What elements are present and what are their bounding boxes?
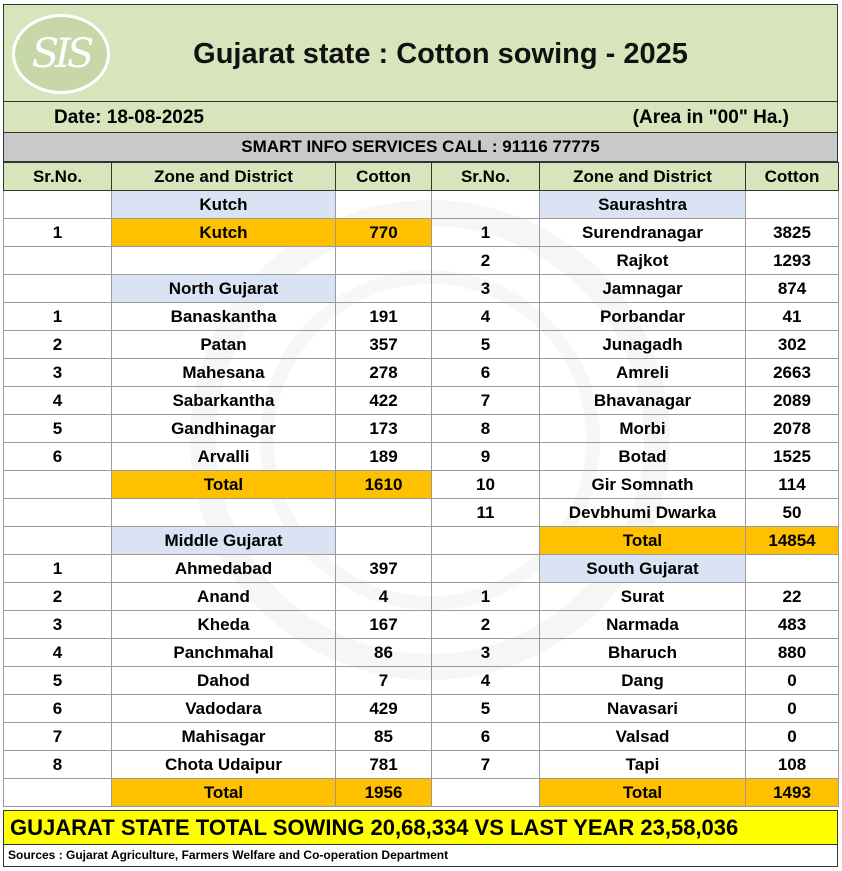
cell-district-left: Anand: [112, 583, 336, 611]
cell-district-left: [112, 247, 336, 275]
cell-cotton-right: 2078: [746, 415, 839, 443]
col-header-district-left: Zone and District: [112, 163, 336, 191]
cell-cotton-left: 86: [336, 639, 432, 667]
cell-district-left: [112, 499, 336, 527]
cell-srno-right: 4: [432, 667, 540, 695]
cell-srno-right: 3: [432, 275, 540, 303]
cell-srno-left: 2: [4, 331, 112, 359]
cell-district-right: Saurashtra: [540, 191, 746, 219]
cell-srno-left: [4, 275, 112, 303]
cell-district-left: Mahisagar: [112, 723, 336, 751]
table-row: [4, 359, 839, 387]
table-row: [4, 779, 839, 807]
cell-district-right: Jamnagar: [540, 275, 746, 303]
cell-cotton-left: 7: [336, 667, 432, 695]
cell-srno-left: [4, 471, 112, 499]
table-row: [4, 611, 839, 639]
cell-cotton-left: 397: [336, 555, 432, 583]
cell-district-right: Gir Somnath: [540, 471, 746, 499]
table-row: [4, 555, 839, 583]
cell-district-left: Dahod: [112, 667, 336, 695]
cell-srno-left: 1: [4, 555, 112, 583]
cell-cotton-right: 14854: [746, 527, 839, 555]
col-header-srno-left: Sr.No.: [4, 163, 112, 191]
cell-cotton-right: 1493: [746, 779, 839, 807]
cell-cotton-right: 1525: [746, 443, 839, 471]
table-row: [4, 191, 839, 219]
cell-srno-right: 2: [432, 247, 540, 275]
table-row: [4, 303, 839, 331]
cell-district-left: Panchmahal: [112, 639, 336, 667]
cell-district-right: Tapi: [540, 751, 746, 779]
cell-cotton-left: 357: [336, 331, 432, 359]
cell-cotton-left: [336, 527, 432, 555]
cell-srno-right: 3: [432, 639, 540, 667]
col-header-cotton-left: Cotton: [336, 163, 432, 191]
cell-srno-right: 2: [432, 611, 540, 639]
cell-srno-right: [432, 779, 540, 807]
cell-srno-left: 7: [4, 723, 112, 751]
table-row: [4, 331, 839, 359]
cell-district-left: Arvalli: [112, 443, 336, 471]
cell-srno-right: 4: [432, 303, 540, 331]
cell-district-right: Bharuch: [540, 639, 746, 667]
area-unit: (Area in "00" Ha.): [632, 107, 789, 128]
cell-cotton-right: 880: [746, 639, 839, 667]
cell-district-left: Middle Gujarat: [112, 527, 336, 555]
cell-srno-left: 1: [4, 219, 112, 247]
cell-district-right: Total: [540, 779, 746, 807]
cell-srno-right: [432, 527, 540, 555]
cell-district-right: Morbi: [540, 415, 746, 443]
cell-srno-left: 5: [4, 415, 112, 443]
sources-note: Sources : Gujarat Agriculture, Farmers Welfare and Co-operation Department: [3, 845, 838, 867]
cell-srno-right: 9: [432, 443, 540, 471]
report-date: Date: 18-08-2025: [54, 107, 204, 128]
cell-srno-left: 3: [4, 611, 112, 639]
cell-district-right: South Gujarat: [540, 555, 746, 583]
cell-district-right: Rajkot: [540, 247, 746, 275]
table-body: [4, 191, 839, 807]
cell-district-left: Total: [112, 779, 336, 807]
cell-srno-left: 5: [4, 667, 112, 695]
cell-district-right: Valsad: [540, 723, 746, 751]
cell-cotton-right: 0: [746, 723, 839, 751]
cell-cotton-right: 2663: [746, 359, 839, 387]
cell-cotton-left: 429: [336, 695, 432, 723]
date-row: [3, 102, 838, 133]
cell-srno-right: 5: [432, 695, 540, 723]
cell-srno-right: 6: [432, 359, 540, 387]
cell-cotton-right: [746, 555, 839, 583]
cell-srno-left: 8: [4, 751, 112, 779]
cell-cotton-right: 2089: [746, 387, 839, 415]
cell-cotton-left: 4: [336, 583, 432, 611]
cell-cotton-right: 3825: [746, 219, 839, 247]
table-row: [4, 443, 839, 471]
cell-cotton-right: 41: [746, 303, 839, 331]
cell-srno-left: 1: [4, 303, 112, 331]
col-header-district-right: Zone and District: [540, 163, 746, 191]
cell-cotton-left: 173: [336, 415, 432, 443]
cell-srno-left: [4, 499, 112, 527]
cell-srno-left: [4, 527, 112, 555]
cotton-table: [3, 162, 839, 807]
contact-banner: SMART INFO SERVICES CALL : 91116 77775: [3, 133, 838, 162]
state-total-banner: GUJARAT STATE TOTAL SOWING 20,68,334 VS LAST YEAR 23,58,036: [3, 810, 838, 845]
page-title: Gujarat state : Cotton sowing - 2025: [193, 38, 688, 70]
cell-district-right: Dang: [540, 667, 746, 695]
cell-cotton-left: 1956: [336, 779, 432, 807]
cell-district-right: Navasari: [540, 695, 746, 723]
cell-cotton-right: 0: [746, 695, 839, 723]
cell-district-right: Bhavanagar: [540, 387, 746, 415]
cell-district-right: Surat: [540, 583, 746, 611]
cell-cotton-left: [336, 499, 432, 527]
table-row: [4, 639, 839, 667]
cell-srno-left: 3: [4, 359, 112, 387]
table-row: [4, 527, 839, 555]
cell-cotton-left: 770: [336, 219, 432, 247]
cell-cotton-left: 191: [336, 303, 432, 331]
cell-cotton-left: 1610: [336, 471, 432, 499]
table-row: [4, 471, 839, 499]
cell-cotton-left: 85: [336, 723, 432, 751]
cell-district-left: Kutch: [112, 191, 336, 219]
cell-cotton-left: [336, 191, 432, 219]
cell-srno-right: 11: [432, 499, 540, 527]
table-row: [4, 219, 839, 247]
cell-district-left: Banaskantha: [112, 303, 336, 331]
header: [3, 4, 838, 102]
cell-srno-right: 1: [432, 583, 540, 611]
cell-cotton-left: 781: [336, 751, 432, 779]
cell-district-right: Porbandar: [540, 303, 746, 331]
cell-cotton-left: 167: [336, 611, 432, 639]
cell-srno-left: [4, 191, 112, 219]
cell-srno-right: 5: [432, 331, 540, 359]
cell-srno-right: 10: [432, 471, 540, 499]
cell-cotton-left: 189: [336, 443, 432, 471]
cell-district-left: Total: [112, 471, 336, 499]
cell-district-left: Gandhinagar: [112, 415, 336, 443]
cell-district-left: Kutch: [112, 219, 336, 247]
cell-district-right: Botad: [540, 443, 746, 471]
cell-district-right: Junagadh: [540, 331, 746, 359]
cell-district-left: Vadodara: [112, 695, 336, 723]
table-row: [4, 275, 839, 303]
cell-cotton-right: 483: [746, 611, 839, 639]
cell-district-left: Kheda: [112, 611, 336, 639]
table-row: [4, 247, 839, 275]
cell-srno-left: 6: [4, 695, 112, 723]
cell-cotton-right: 114: [746, 471, 839, 499]
col-header-cotton-right: Cotton: [746, 163, 839, 191]
cell-srno-left: 4: [4, 639, 112, 667]
cell-srno-right: 7: [432, 387, 540, 415]
cell-cotton-right: 22: [746, 583, 839, 611]
table-row: [4, 499, 839, 527]
cell-srno-right: [432, 191, 540, 219]
table-row: [4, 583, 839, 611]
cell-srno-right: 7: [432, 751, 540, 779]
col-header-srno-right: Sr.No.: [432, 163, 540, 191]
cell-srno-left: 2: [4, 583, 112, 611]
cell-cotton-right: 0: [746, 667, 839, 695]
cell-cotton-right: 874: [746, 275, 839, 303]
logo-text: SIS: [31, 31, 91, 77]
cell-srno-right: [432, 555, 540, 583]
cell-district-right: Narmada: [540, 611, 746, 639]
cell-cotton-right: 302: [746, 331, 839, 359]
cell-district-left: Ahmedabad: [112, 555, 336, 583]
cell-cotton-left: 422: [336, 387, 432, 415]
table-row: [4, 695, 839, 723]
cell-district-right: Amreli: [540, 359, 746, 387]
cell-district-right: Devbhumi Dwarka: [540, 499, 746, 527]
cell-cotton-left: 278: [336, 359, 432, 387]
table-row: [4, 415, 839, 443]
cell-srno-right: 8: [432, 415, 540, 443]
cell-cotton-right: 50: [746, 499, 839, 527]
cell-srno-left: 6: [4, 443, 112, 471]
cell-srno-right: 6: [432, 723, 540, 751]
table-header-row: [4, 163, 839, 191]
cell-srno-left: [4, 247, 112, 275]
cell-srno-left: 4: [4, 387, 112, 415]
table-row: [4, 751, 839, 779]
cell-district-left: Mahesana: [112, 359, 336, 387]
cell-district-left: Patan: [112, 331, 336, 359]
cell-district-left: North Gujarat: [112, 275, 336, 303]
table-row: [4, 387, 839, 415]
cell-srno-left: [4, 779, 112, 807]
table-row: [4, 723, 839, 751]
cell-cotton-right: [746, 191, 839, 219]
cell-cotton-right: 108: [746, 751, 839, 779]
cell-cotton-left: [336, 275, 432, 303]
cell-cotton-right: 1293: [746, 247, 839, 275]
cell-district-right: Total: [540, 527, 746, 555]
cell-district-left: Chota Udaipur: [112, 751, 336, 779]
cell-cotton-left: [336, 247, 432, 275]
cell-district-right: Surendranagar: [540, 219, 746, 247]
cell-district-left: Sabarkantha: [112, 387, 336, 415]
table-row: [4, 667, 839, 695]
cell-srno-right: 1: [432, 219, 540, 247]
